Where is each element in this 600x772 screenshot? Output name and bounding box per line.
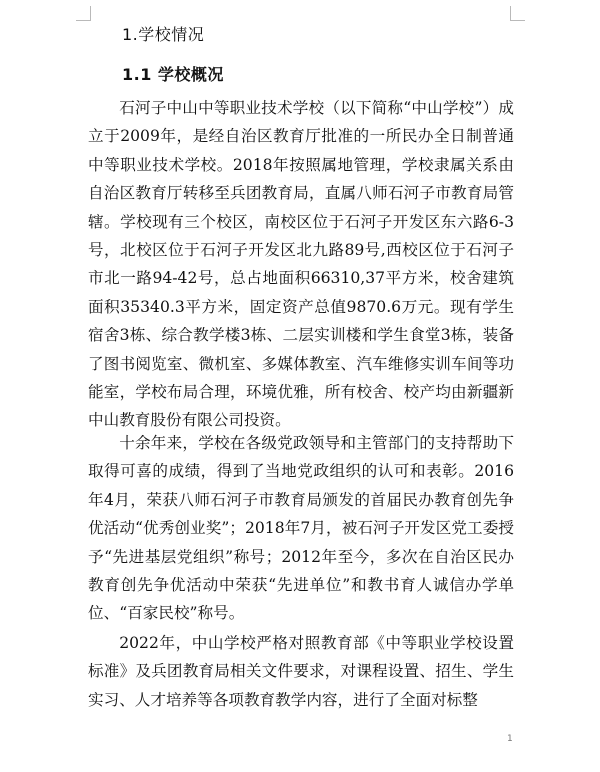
paragraph-school-overview: 石河子中山中等职业技术学校（以下简称“中山学校”）成立于2009年，是经自治区教育厅批准的一所民办全日制普通中等职业技术学校。2018年按照属地管理，学校隶属关系由自治区教育厅转移至兵团教育局，直属八师石河子市教育局管辖。学校现有三个校区，南校区位于石河子开发区东六路6-3号，北校区位于石河子开发区北九路89号,西校区位于石河子市北一路94-42号，总占地面积66310,37平方米，校舍建筑面积35340.3平方米，固定资产总值9870.6万元。现有学生宿舍3栋、综合教学楼3栋、二层实训楼和学生食堂3栋，装备了图书阅览室、微机室、多媒体教室、汽车维修实训车间等功能室，学校布局合理，环境优雅，所有校舍、校产均由新疆新中山教育股份有限公司投资。 — [88, 99, 514, 430]
paragraph-2022-standards: 2022年，中山学校严格对照教育部《中等职业学校设置标准》及兵团教育局相关文件要求，对课程设置、招生、学生实习、人才培养等各项教育教学内容，进行了全面对标整 — [88, 634, 514, 709]
margin-corner-mark-top-right — [510, 6, 525, 21]
margin-corner-mark-top-left — [76, 6, 91, 21]
page-number: 1 — [507, 734, 513, 744]
subsection-heading: 1.1 学校概况 — [122, 65, 224, 84]
section-heading: 1.学校情况 — [122, 25, 205, 44]
paragraph-achievements: 十余年来，学校在各级党政领导和主管部门的支持帮助下取得可喜的成绩，得到了当地党政组织的认可和表彰。2016年4月，荣获八师石河子市教育局颁发的首届民办教育创先争优活动“优秀创业奖”；2018年7月，被石河子开发区党工委授予“先进基层党组织”称号；2012年至今，多次在自治区民办教育创先争优活动中荣获“先进单位”和教书育人诚信办学单位、“百家民校”称号。 — [88, 434, 514, 623]
